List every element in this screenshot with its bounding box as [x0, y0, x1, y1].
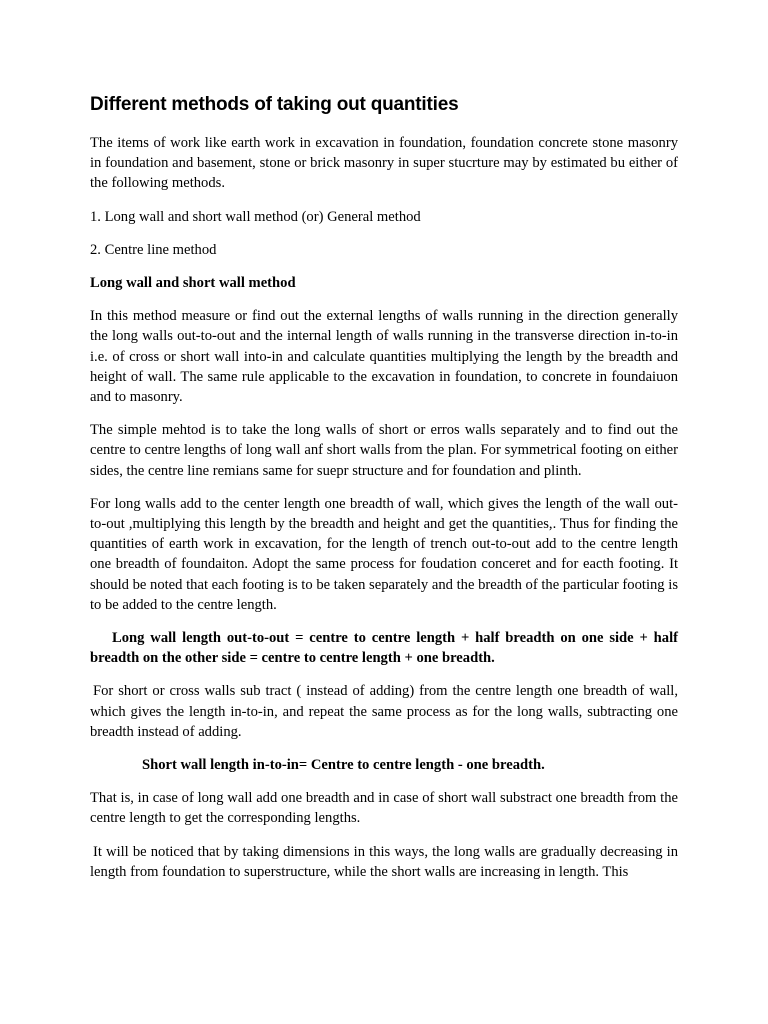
short-walls-paragraph: For short or cross walls sub tract ( instead of adding) from the centre length one breadth of wall, which gives the length in-to-in, and repeat the same process as for the long walls, subtracting one breadth instead of adding. [90, 683, 678, 740]
final-paragraph: It will be noticed that by taking dimensions in this ways, the long walls are gradually decreasing in length from foundation to superstructure, while the short walls are increasing in length. This [90, 843, 678, 880]
page-title: Different methods of taking out quantities [90, 94, 459, 115]
short-wall-rule: Short wall length in-to-in= Centre to centre length - one breadth. [142, 757, 545, 774]
body-paragraph-2: The simple mehtod is to take the long walls of short or erros walls separately and to find out the centre to centre lengths of long wall anf short walls from the plan. For symmetrical footing on either sides, the centre line remians same for suepr structure and for foundation and plinth. [90, 422, 678, 479]
long-wall-rule: Long wall length out-to-out = centre to centre length + half breadth on one side + half breadth on the other side = centre to centre length + one breadth. [90, 630, 678, 667]
body-paragraph-3: For long walls add to the center length one breadth of wall, which gives the length of the wall out-to-out ,multiplying this length by the breadth and height and get the quantities,. Thus for finding the quantities of earth work in excavation, for the length of trench out-to-out add to the centre length one breadth of foundaiton. Adopt the same process for foudation conceret and for eacth footing. It should be noted that each footing is to be taken separately and the breadth of the particular footing is to be added to the centre length. [90, 495, 678, 613]
intro-paragraph: The items of work like earth work in excavation in foundation, foundation concrete stone masonry in foundation and basement, stone or brick masonry in super stucrture may by estimated bu either of the following methods. [90, 135, 678, 192]
method-item-2: 2. Centre line method [90, 241, 217, 258]
body-paragraph-1: In this method measure or find out the external lengths of walls running in the direction generally the long walls out-to-out and the internal length of walls running in the transverse direction in-to-in i.e. of cross or short wall into-in and calculate quantities multiplying the length by the breadth and height of wall. The same rule applicable to the excavation in foundation, to concrete in foundaiuon and to masonry. [90, 308, 678, 406]
section-heading: Long wall and short wall method [90, 275, 296, 292]
document-page [90, 92, 678, 895]
method-item-1: 1. Long wall and short wall method (or) General method [90, 208, 421, 225]
summary-paragraph: That is, in case of long wall add one breadth and in case of short wall substract one breadth from the centre length to get the corresponding lengths. [90, 790, 678, 827]
